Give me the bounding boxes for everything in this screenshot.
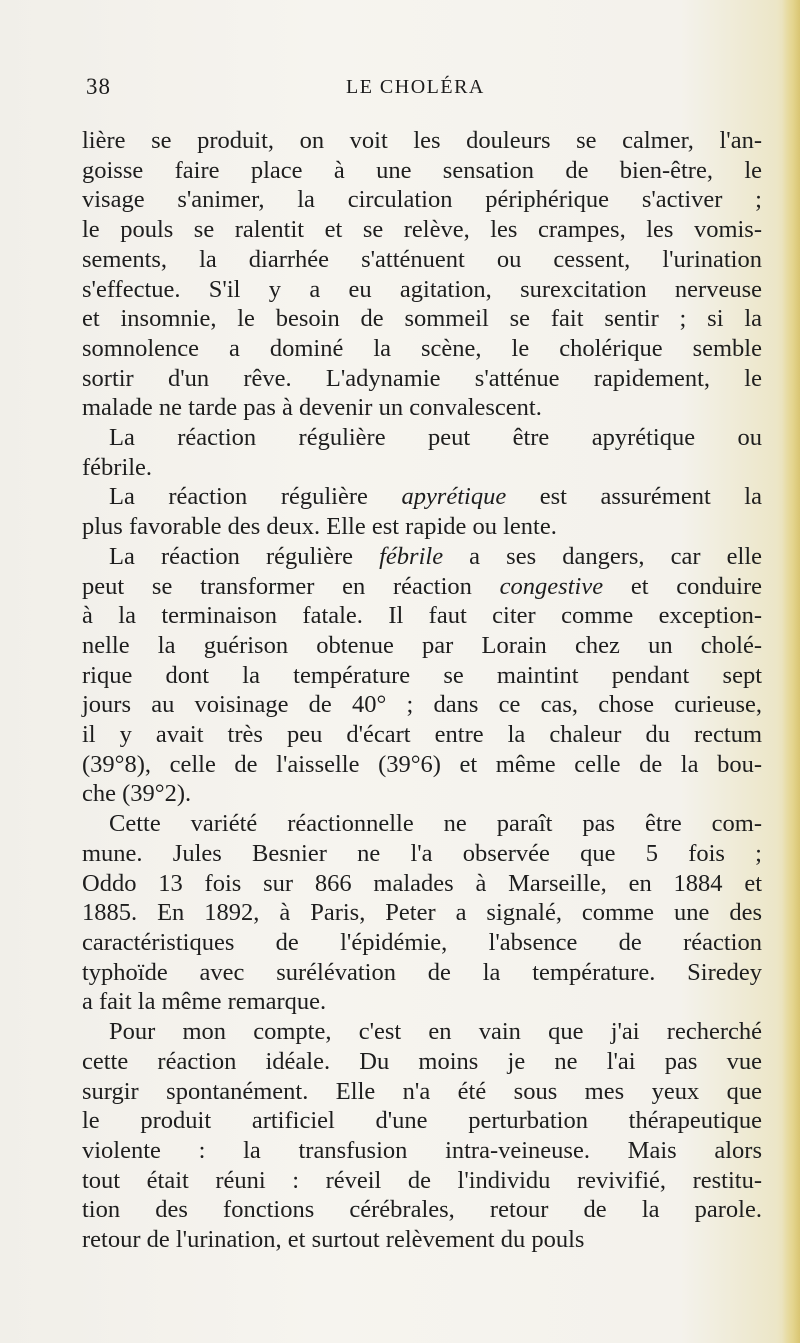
- text-line: La réaction régulière apyrétique est assurément la: [109, 483, 762, 511]
- text-line: retour de l'urination, et surtout relèvement du pouls: [82, 1226, 585, 1254]
- text-line: peut se transformer en réaction congestive et conduire: [82, 572, 762, 600]
- text-line: che (39°2).: [82, 780, 192, 808]
- italic-term: fébrile: [379, 542, 444, 570]
- text-line: sements, la diarrhée s'atténuent ou cessent, l'urination: [82, 245, 762, 273]
- text-line: caractéristiques de l'épidémie, l'absence de réaction: [82, 928, 762, 956]
- paragraph: [82, 423, 762, 482]
- text-line: fébrile.: [82, 453, 153, 481]
- paragraph: [82, 482, 762, 541]
- text-line: tout était réuni : réveil de l'individu revivifié, restitu-: [82, 1166, 762, 1194]
- page-header: [86, 74, 756, 110]
- text-line: et insomnie, le besoin de sommeil se fait sentir ; si la: [82, 305, 762, 333]
- paragraph: [82, 542, 762, 809]
- running-title: LE CHOLÉRA: [346, 76, 485, 98]
- body-text: [82, 126, 762, 1255]
- text-line: lière se produit, on voit les douleurs se calmer, l'an-: [82, 127, 762, 154]
- text-line: sortir d'un rêve. L'adynamie s'atténue rapidement, le: [82, 364, 762, 392]
- text-line: 1885. En 1892, à Paris, Peter a signalé, comme une des: [82, 899, 762, 927]
- text-line: nelle la guérison obtenue par Lorain chez un cholé-: [82, 631, 762, 659]
- page-number: 38: [86, 74, 111, 99]
- text-line: cette réaction idéale. Du moins je ne l'ai pas vue: [82, 1047, 762, 1075]
- text-line: rique dont la température se maintint pendant sept: [82, 661, 762, 689]
- text-line: Cette variété réactionnelle ne paraît pas être com-: [109, 810, 762, 838]
- text-line: le pouls se ralentit et se relève, les crampes, les vomis-: [82, 216, 762, 244]
- text-line: le produit artificiel d'une perturbation thérapeutique: [82, 1107, 762, 1135]
- text-line: à la terminaison fatale. Il faut citer comme exception-: [82, 602, 762, 630]
- text-line: malade ne tarde pas à devenir un convalescent.: [82, 394, 542, 422]
- text-line: violente : la transfusion intra-veineuse. Mais alors: [82, 1136, 762, 1164]
- text-line: jours au voisinage de 40° ; dans ce cas, chose curieuse,: [82, 691, 762, 719]
- text-line: a fait la même remarque.: [82, 988, 327, 1016]
- text-line: typhoïde avec surélévation de la température. Siredey: [82, 958, 762, 986]
- text-line: visage s'animer, la circulation périphérique s'activer ;: [82, 186, 762, 214]
- italic-term: apyrétique: [401, 483, 507, 511]
- text-line: goisse faire place à une sensation de bien-être, le: [82, 156, 762, 184]
- paragraph: [82, 126, 762, 423]
- text-line: Oddo 13 fois sur 866 malades à Marseille, en 1884 et: [82, 869, 762, 897]
- paragraph: [82, 809, 762, 1017]
- text-line: s'effectue. S'il y a eu agitation, surexcitation nerveuse: [82, 275, 762, 303]
- text-line: surgir spontanément. Elle n'a été sous mes yeux que: [82, 1077, 762, 1105]
- text-line: Pour mon compte, c'est en vain que j'ai recherché: [109, 1018, 762, 1046]
- page-edge-shadow: [782, 0, 800, 1343]
- text-line: La réaction régulière peut être apyrétique ou: [109, 424, 762, 452]
- text-line: tion des fonctions cérébrales, retour de la parole.: [82, 1196, 762, 1224]
- text-line: il y avait très peu d'écart entre la chaleur du rectum: [82, 721, 762, 749]
- text-line: plus favorable des deux. Elle est rapide ou lente.: [82, 513, 557, 541]
- text-line: mune. Jules Besnier ne l'a observée que 5 fois ;: [82, 839, 762, 867]
- text-line: (39°8), celle de l'aisselle (39°6) et même celle de la bou-: [82, 750, 762, 778]
- text-line: somnolence a dominé la scène, le cholérique semble: [82, 334, 762, 362]
- italic-term: congestive: [499, 572, 604, 600]
- paragraph: [82, 1017, 762, 1255]
- text-line: La réaction régulière fébrile a ses dangers, car elle: [109, 542, 762, 570]
